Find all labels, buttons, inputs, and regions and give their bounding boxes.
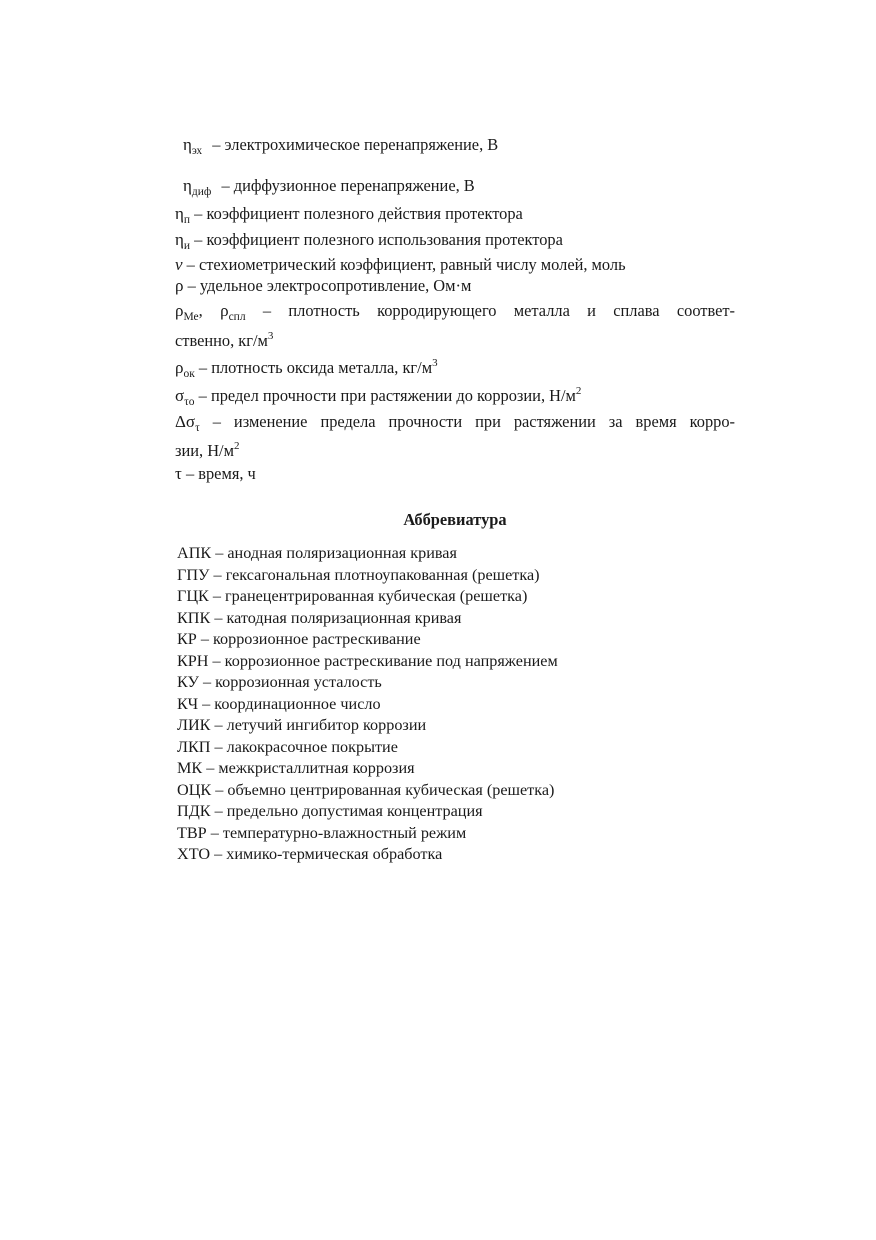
- abbreviations-heading: Аббревиатура: [403, 510, 507, 529]
- symbol-base: ρ: [175, 358, 184, 377]
- symbol-delta-sigma: [175, 412, 735, 432]
- symbol-base: ρ: [220, 301, 229, 320]
- symbol-definition: – электрохимическое перенапряжение, В: [208, 135, 499, 154]
- symbol-base: η: [175, 230, 184, 249]
- symbol-definition: – предел прочности при растяжении до коррозии, Н/м: [194, 386, 576, 405]
- symbol-sup: 3: [432, 357, 438, 369]
- symbol-sigma-to: [175, 386, 735, 406]
- symbol-definition: – диффузионное перенапряжение, В: [217, 176, 475, 195]
- symbol-definition: – время, ч: [181, 464, 256, 483]
- symbol-tau: [175, 464, 735, 484]
- list-item: МК – межкристаллитная коррозия: [177, 759, 415, 777]
- symbol-definition-cont: зии, Н/м: [175, 441, 234, 460]
- list-item: ЛИК – летучий ингибитор коррозии: [177, 716, 427, 734]
- list-item: ГПУ – гексагональная плотноупакованная (решетка): [177, 565, 540, 584]
- symbol-definition: – плотность оксида металла, кг/м: [194, 358, 433, 377]
- list-item: ЛКП – лакокрасочное покрытие: [177, 737, 398, 756]
- symbol-delta-sigma-continuation: [175, 441, 735, 461]
- list-item: КР – коррозионное растрескивание: [177, 630, 421, 648]
- symbol-rho-me-spl: [175, 301, 735, 321]
- symbol-base: ρ: [175, 276, 184, 295]
- symbol-base: η: [183, 176, 192, 195]
- list-item: КРН – коррозионное растрескивание под напряжением: [177, 651, 558, 670]
- list-item: КПК – катодная поляризационная кривая: [177, 608, 462, 627]
- symbol-rho: [175, 276, 735, 296]
- symbol-definition: – плотность корродирующего металла и сплава соответ-: [245, 301, 736, 320]
- symbol-eta-p: [175, 204, 735, 224]
- symbol-base: τ: [175, 464, 182, 483]
- list-item: КЧ – координационное число: [177, 694, 381, 713]
- symbol-rho-ok: [175, 358, 735, 378]
- symbol-eta-dif: [183, 176, 743, 196]
- symbol-rho-me-spl-continuation: [175, 331, 735, 351]
- list-item: ХТО – химико-термическая обработка: [177, 845, 443, 863]
- symbol-eta-i: [175, 230, 735, 250]
- symbol-sub: τо: [184, 396, 195, 408]
- symbol-sup: 2: [575, 385, 582, 397]
- symbol-nu: [175, 255, 735, 275]
- symbol-eta-eh: [183, 135, 743, 155]
- symbol-definition: – коэффициент полезного действия протектора: [190, 204, 523, 223]
- symbol-base: Δσ: [175, 412, 196, 431]
- symbol-base: η: [175, 204, 184, 223]
- list-item: ПДК – предельно допустимая концентрация: [177, 802, 483, 820]
- list-item: ГЦК – гранецентрированная кубическая (решетка): [177, 587, 528, 605]
- symbol-sup: 3: [267, 330, 274, 342]
- symbol-sub: Ме: [183, 311, 199, 323]
- list-item: ТВР – температурно-влажностный режим: [177, 823, 467, 842]
- symbol-base: σ: [175, 386, 185, 405]
- symbol-sub: п: [183, 214, 191, 226]
- symbol-definition: – стехиометрический коэффициент, равный числу молей, моль: [182, 255, 626, 274]
- symbol-definition: – удельное электросопротивление, Ом·м: [183, 276, 472, 295]
- symbol-definition-cont: ственно, кг/м: [175, 331, 268, 350]
- abbreviations-list: [177, 543, 777, 866]
- symbol-separator: ,: [198, 301, 221, 320]
- symbol-base: ν: [175, 255, 183, 274]
- symbol-definition: – коэффициент полезного использования протектора: [190, 230, 563, 249]
- symbol-sub: и: [183, 240, 191, 252]
- symbol-definition: – изменение предела прочности при растяжении за время корро-: [199, 412, 735, 431]
- symbol-sub: спл: [228, 311, 246, 323]
- symbol-sub: ок: [183, 368, 195, 380]
- symbol-base: ρ: [175, 301, 184, 320]
- list-item: АПК – анодная поляризационная кривая: [177, 544, 457, 562]
- symbol-sub: эх: [191, 145, 203, 157]
- list-item: КУ – коррозионная усталость: [177, 673, 382, 691]
- list-item: ОЦК – объемно центрированная кубическая (решетка): [177, 780, 555, 799]
- symbol-sub: τ: [195, 422, 200, 434]
- symbol-base: η: [183, 135, 192, 154]
- symbol-sup: 2: [233, 440, 240, 452]
- symbol-sub: диф: [191, 186, 212, 198]
